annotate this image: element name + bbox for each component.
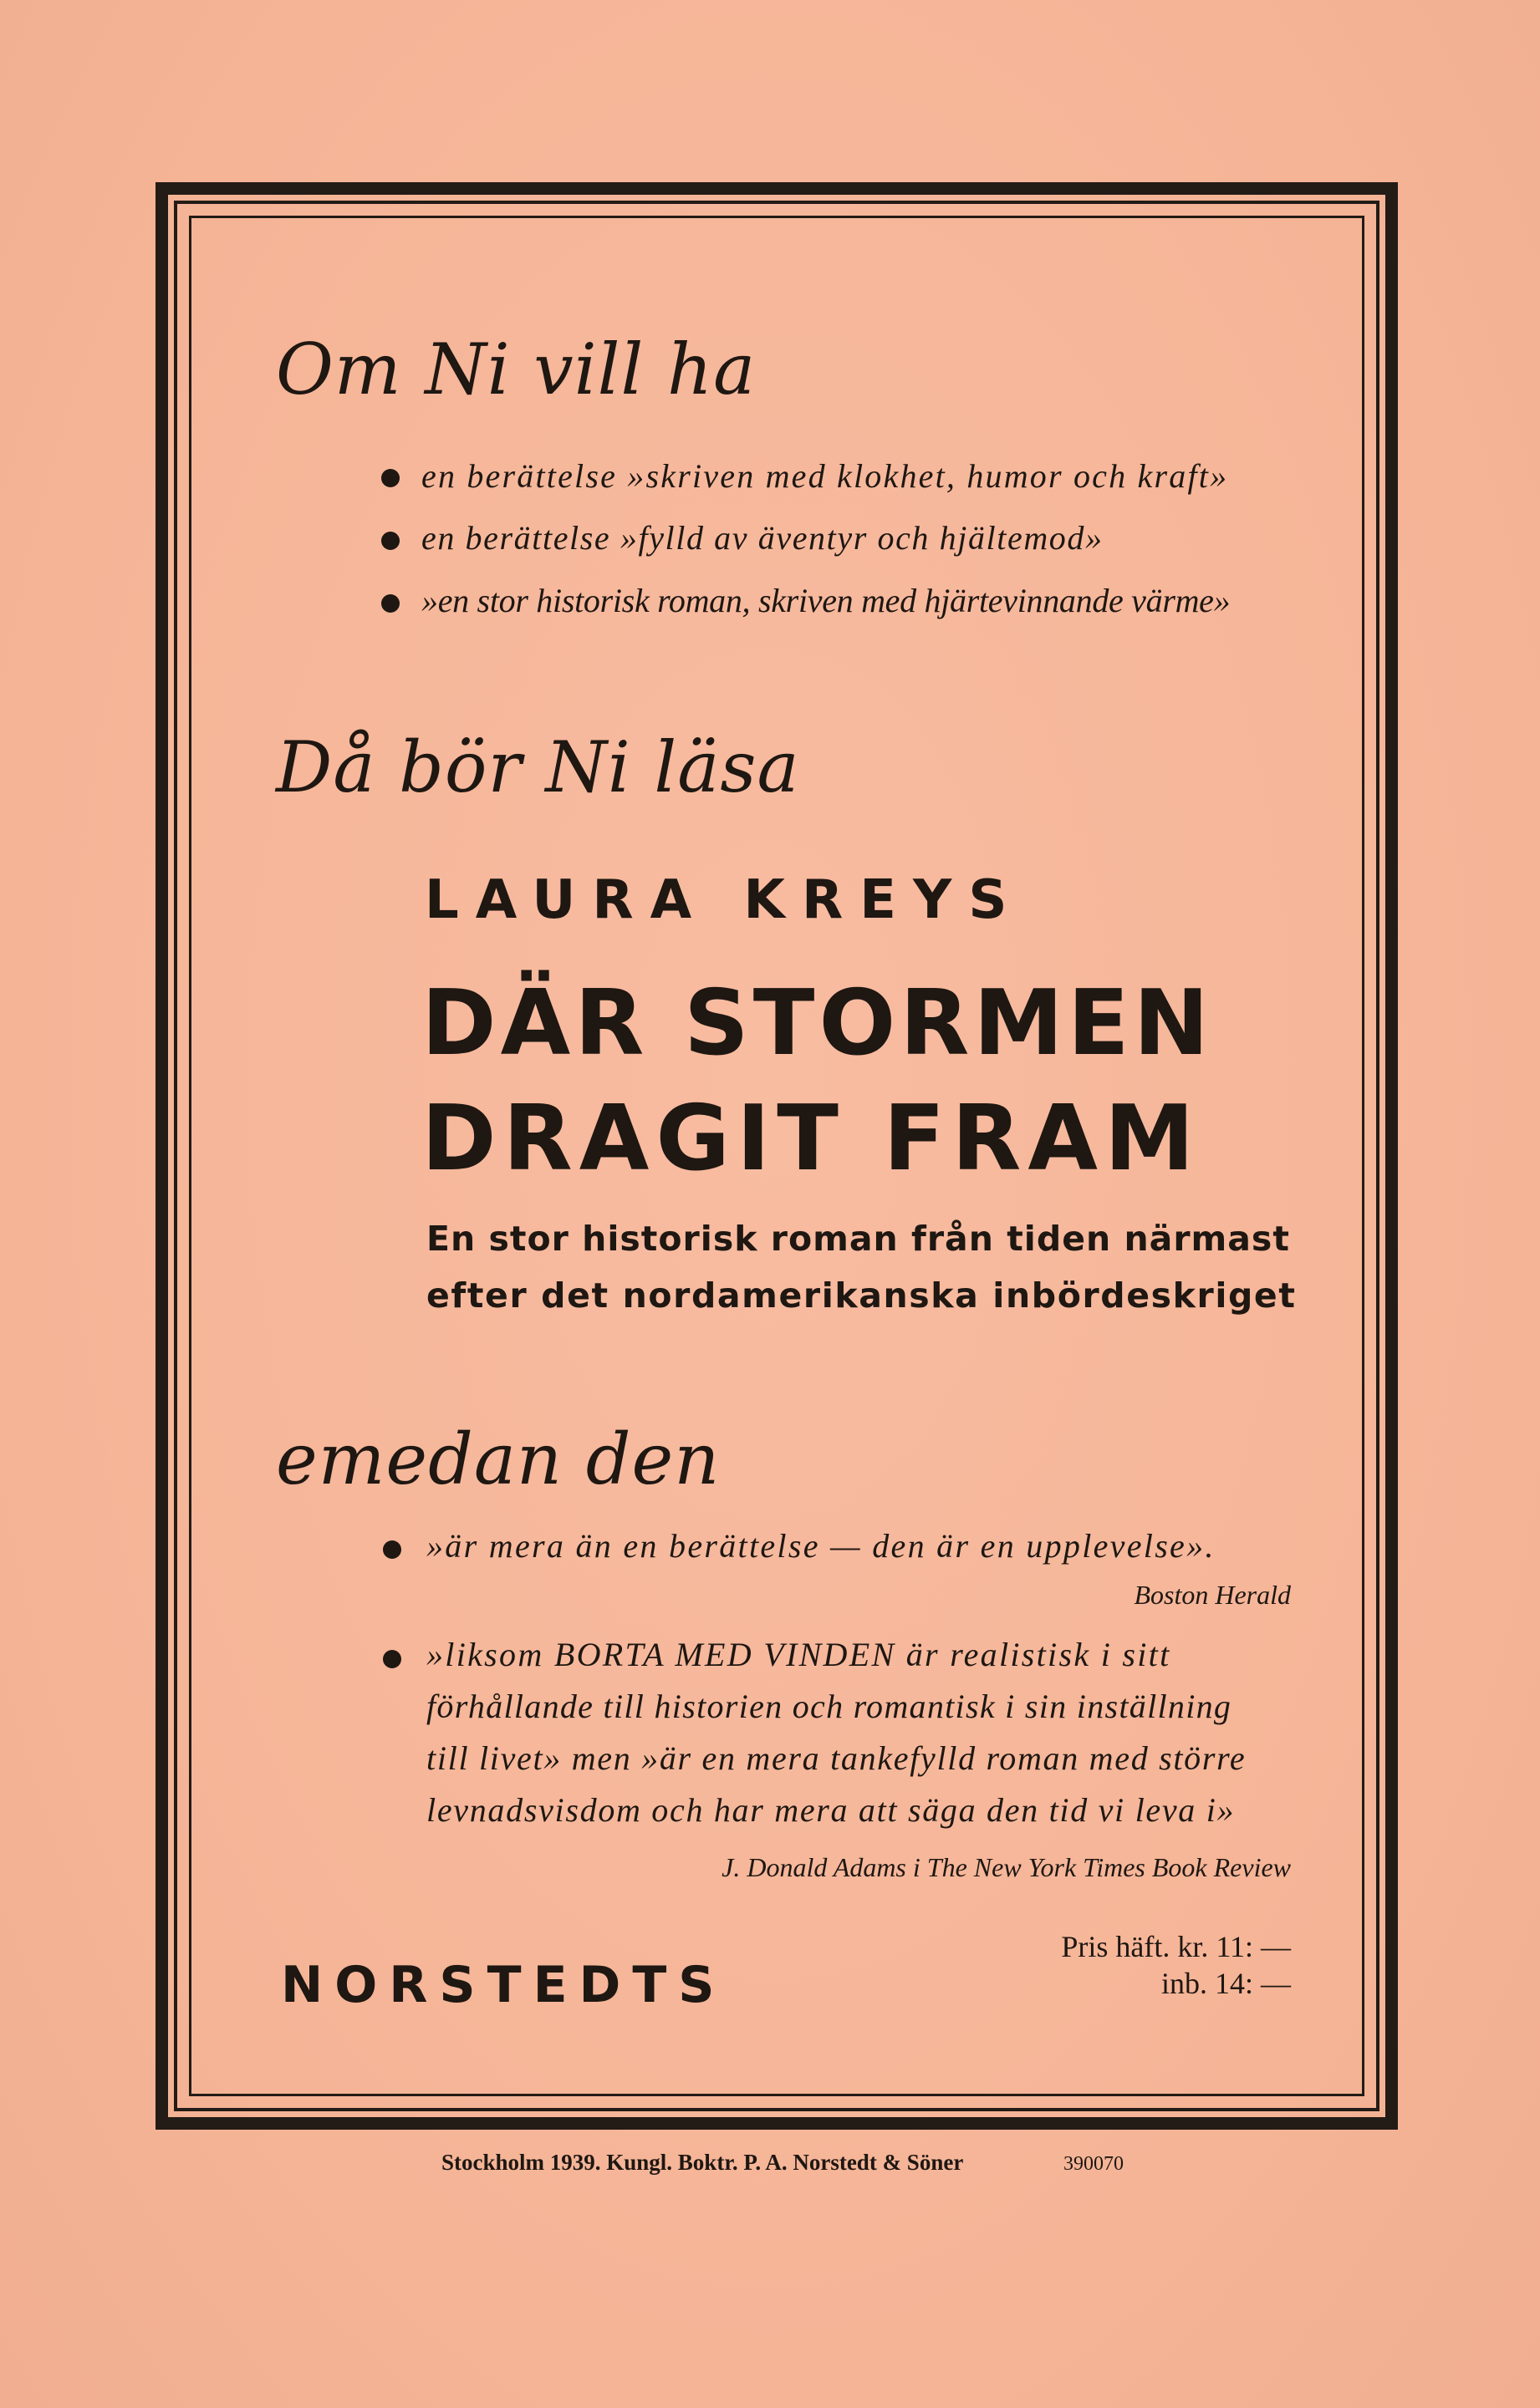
author-name: LAURA KREYS: [425, 869, 1024, 931]
quote-2-line-3: till livet» men »är en mera tankefylld roman med större: [426, 1739, 1247, 1777]
intro-bullet-3: »en stor historisk roman, skriven med hjärtevinnande värme»: [421, 582, 1231, 619]
subtitle-line-1: En stor historisk roman från tiden närmast: [426, 1219, 1290, 1259]
price-bound: inb. 14: —: [1160, 1967, 1291, 2000]
quote-2-source: J. Donald Adams i The New York Times Book Review: [722, 1852, 1291, 1882]
recommend-heading: Då bör Ni läsa: [276, 726, 800, 808]
quote-2-line-2: förhållande till historien och romantisk i sin inställning: [426, 1688, 1232, 1725]
bullet-icon: [381, 469, 400, 487]
reasons-heading: emedan den: [276, 1418, 721, 1500]
print-code: 390070: [1063, 2153, 1124, 2175]
intro-heading: Om Ni vill ha: [276, 328, 757, 410]
quote-1: »är mera än en berättelse — den är en upplevelse».: [426, 1527, 1216, 1565]
bullet-icon: [381, 594, 400, 613]
printer-imprint: Stockholm 1939. Kungl. Boktr. P. A. Norstedt & Söner: [441, 2150, 964, 2175]
intro-bullet-2: en berättelse »fylld av äventyr och hjältemod»: [421, 519, 1104, 557]
book-title-line-1: DÄR STORMEN: [421, 971, 1214, 1076]
bullet-icon: [383, 1650, 401, 1668]
quote-1-source: Boston Herald: [1134, 1580, 1291, 1610]
bullet-icon: [383, 1540, 401, 1559]
quote-2-line-1: »liksom BORTA MED VINDEN är realistisk i sitt: [426, 1636, 1171, 1673]
intro-bullet-1: en berättelse »skriven med klokhet, humor och kraft»: [421, 457, 1229, 495]
subtitle-line-2: efter det nordamerikanska inbördeskriget: [426, 1275, 1297, 1316]
price-paperback: Pris häft. kr. 11: —: [1061, 1930, 1291, 1963]
publisher-name: NORSTEDTS: [281, 1956, 727, 2014]
quote-2-line-4: levnadsvisdom och har mera att säga den tid vi leva i»: [426, 1791, 1236, 1829]
book-title-line-2: DRAGIT FRAM: [421, 1087, 1201, 1191]
bullet-icon: [381, 532, 400, 550]
